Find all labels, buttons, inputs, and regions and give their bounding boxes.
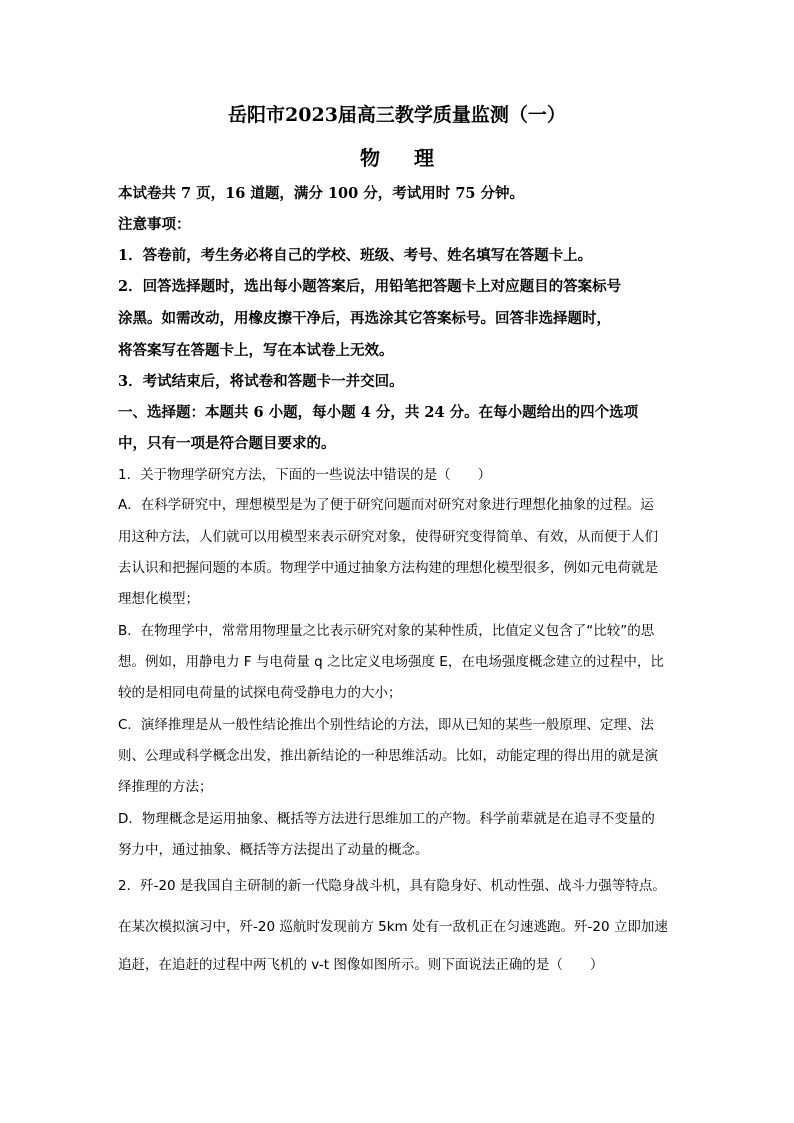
notes-line: 2．回答选择题时，选出每小题答案后，用铅笔把答题卡上对应题目的答案标号 [118,278,622,295]
exam-intro: 本试卷共 7 页，16 道题，满分 100 分，考试用时 75 分钟。 [118,185,525,202]
exam-title: 岳阳市2023届高三教学质量监测（一） [228,104,566,126]
subject-title: 物理 [360,146,468,170]
question-1-stem: 1．关于物理学研究方法，下面的一些说法中错误的是（ ） [118,467,492,483]
question-2-line: 在某次模拟演习中，歼-20 巡航时发现前方 5km 处有一敌机正在匀速逃跑。歼-20 立即加速 [118,919,668,935]
option-a-line: A．在科学研究中，理想模型是为了便于研究问题而对研究对象进行理想化抽象的过程。运 [118,497,654,513]
option-d-line: 努力中，通过抽象、概括等方法提出了动量的概念。 [118,842,429,858]
notes-heading: 注意事项： [118,216,191,233]
notes-line: 3．考试结束后，将试卷和答题卡一并交回。 [118,373,404,390]
option-c-line: 绎推理的方法； [118,779,213,795]
option-c-line: C．演绎推理是从一般性结论推出个别性结论的方法，即从已知的某些一般原理、定理、法 [118,717,654,733]
notes-line: 涂黑。如需改动，用橡皮擦干净后，再选涂其它答案标号。回答非选择题时， [118,310,611,327]
section-heading: 一、选择题：本题共 6 小题，每小题 4 分，共 24 分。在每小题给出的四个选项 [118,404,639,421]
section-heading: 中，只有一项是符合题目要求的。 [118,435,336,452]
option-b-line: 较的是相同电荷量的试探电荷受静电力的大小； [118,685,402,701]
option-a-line: 理想化模型； [118,591,199,607]
notes-line: 将答案写在答题卡上，写在本试卷上无效。 [118,342,394,359]
question-2-line: 追赶，在追赶的过程中两飞机的 v-t 图像如图所示。则下面说法正确的是（ ） [118,957,604,973]
option-b-line: 想。例如，用静电力 F 与电荷量 q 之比定义电场强度 E，在电场强度概念建立的过程中，比 [118,654,664,670]
option-d-line: D．物理概念是运用抽象、概括等方法进行思维加工的产物。科学前辈就是在追寻不变量的 [118,811,655,827]
option-a-line: 去认识和把握问题的本质。物理学中通过抽象方法构建的理想化模型很多，例如元电荷就是 [118,560,658,576]
notes-line: 1．答卷前，考生务必将自己的学校、班级、考号、姓名填写在答题卡上。 [118,247,593,264]
option-a-line: 用这种方法，人们就可以用模型来表示研究对象，使得研究变得简单、有效，从而便于人们 [118,529,658,545]
option-b-line: B．在物理学中，常常用物理量之比表示研究对象的某种性质，比值定义包含了“比较”的思 [118,623,655,639]
question-2-line: 2．歼-20 是我国自主研制的新一代隐身战斗机，具有隐身好、机动性强、战斗力强等特点。 [118,878,666,894]
option-c-line: 则、公理或科学概念出发，推出新结论的一种思维活动。比如，动能定理的得出用的就是演 [118,748,658,764]
